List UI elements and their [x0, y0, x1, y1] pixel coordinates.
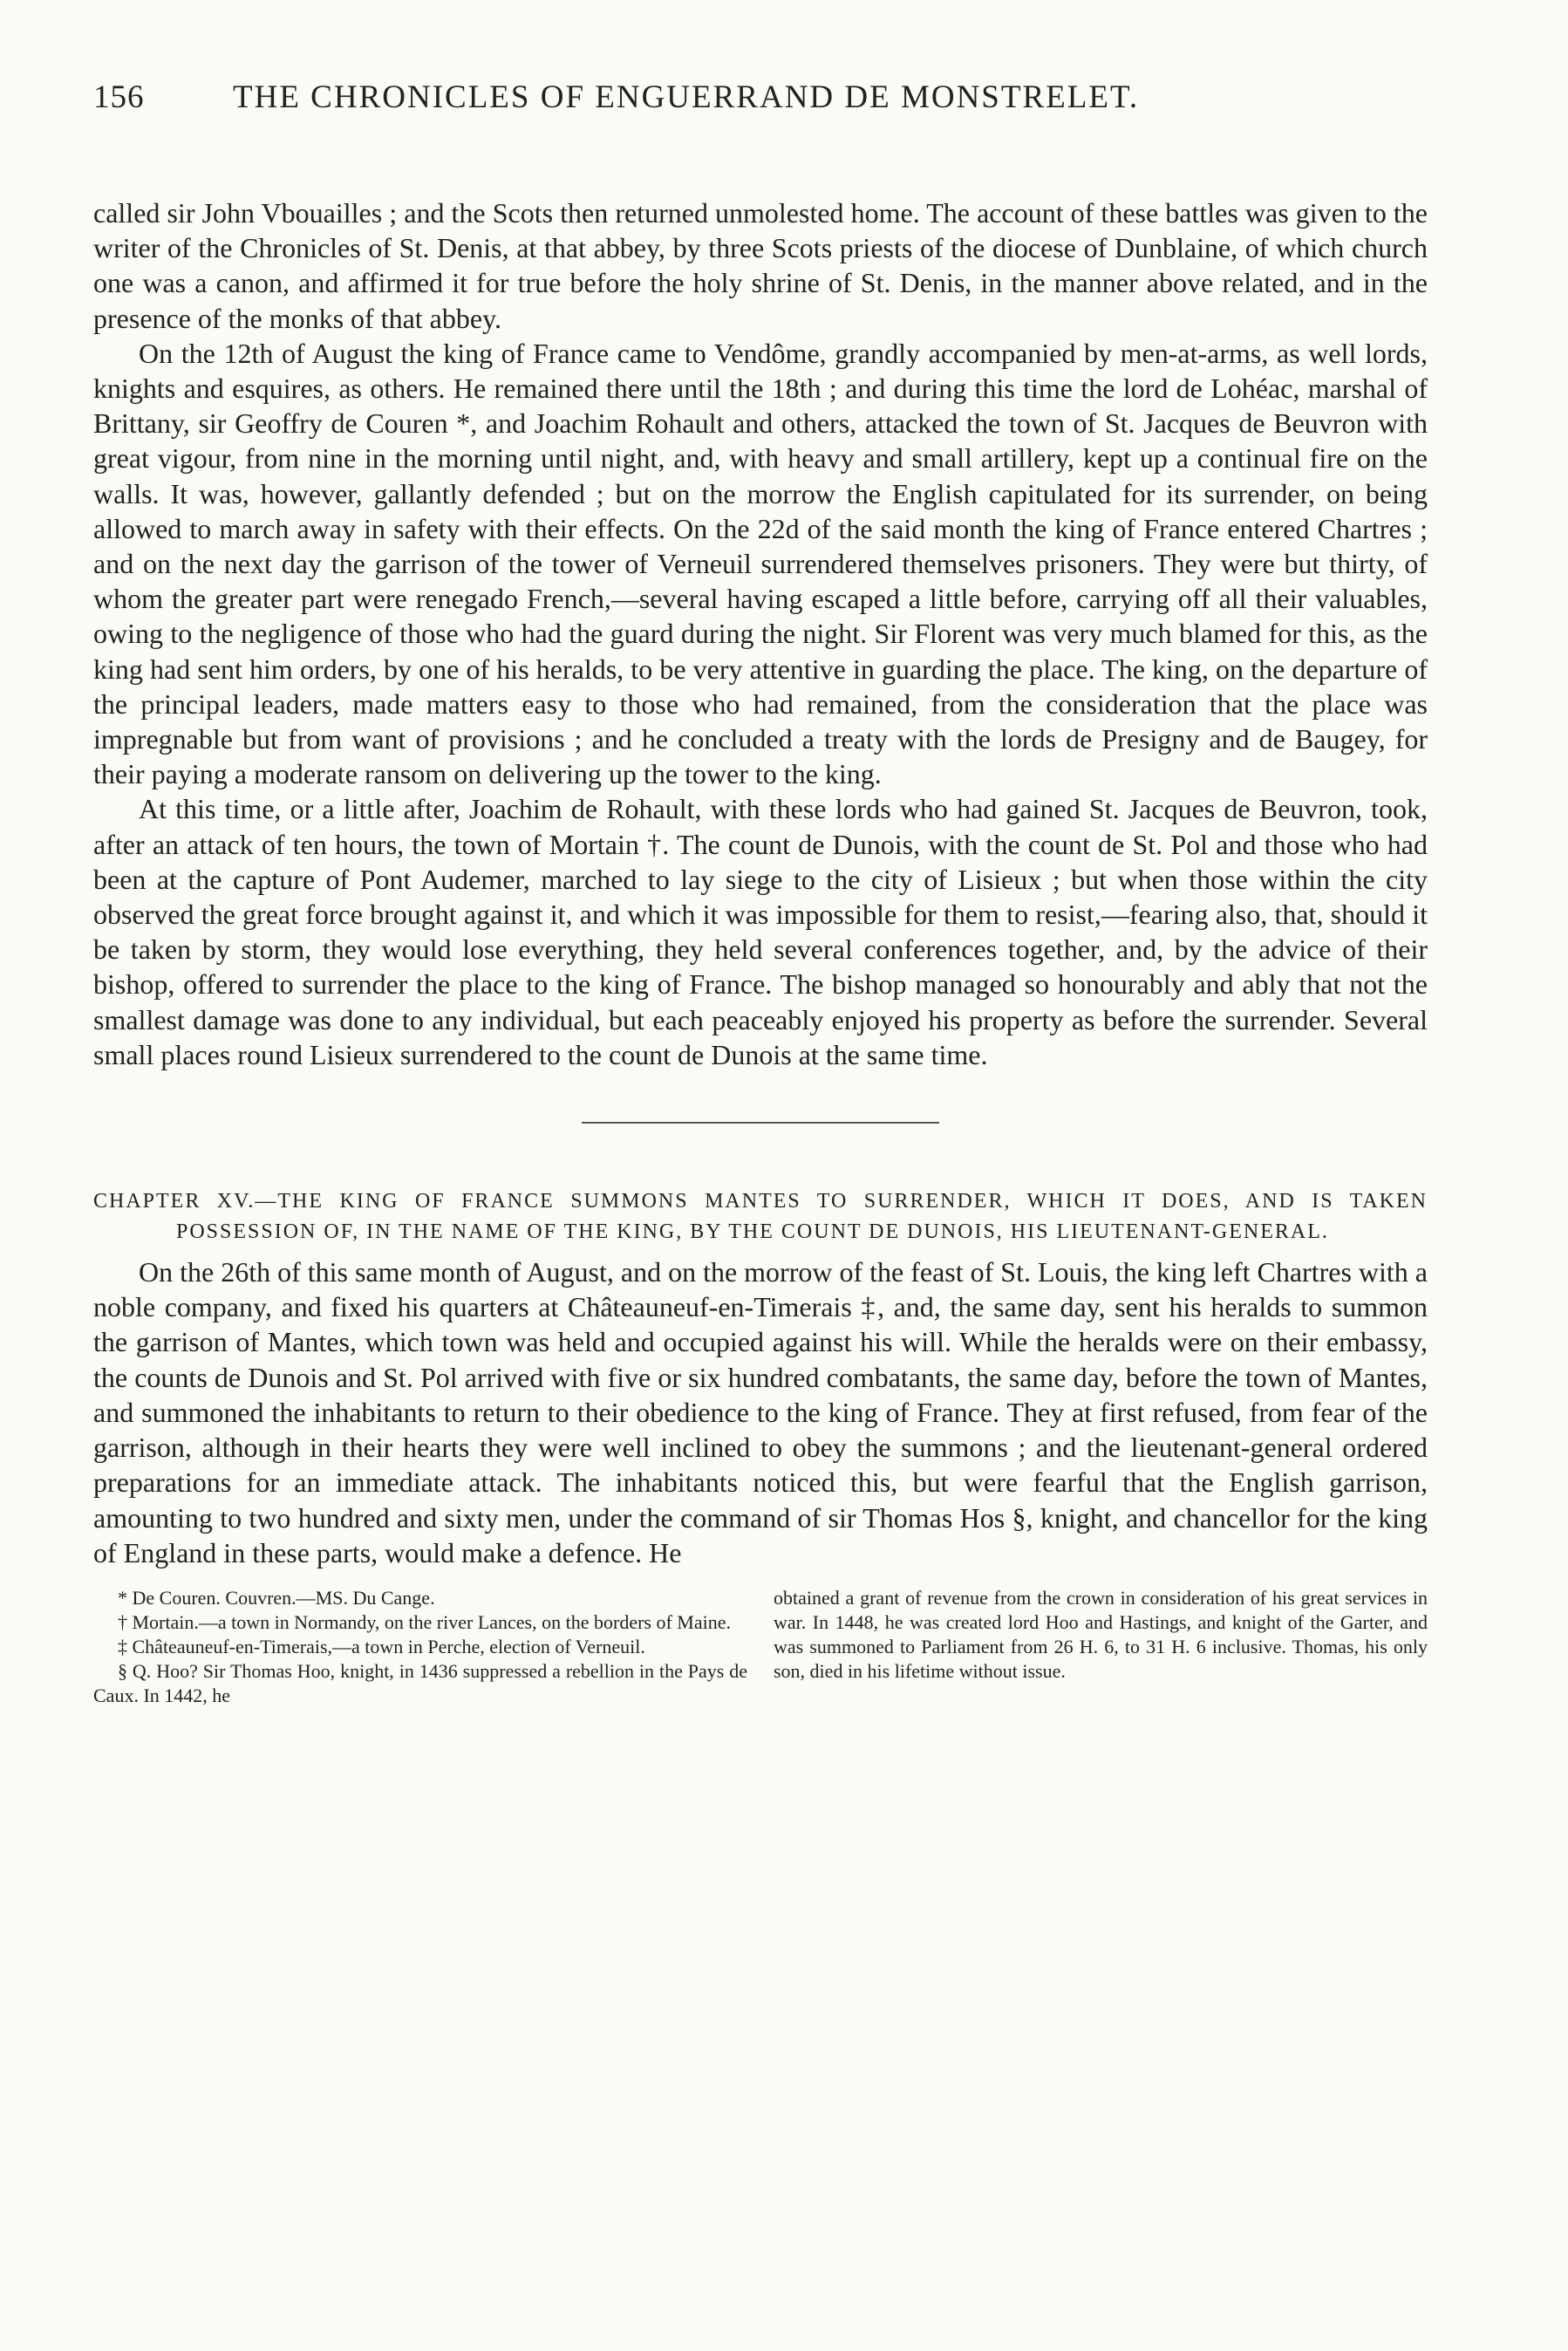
- paragraph: At this time, or a little after, Joachim de Rohault, with these lords who had gained St. Jacques de Beuvron, took, after an attack of ten hours, the town of Mortain †. The count de Dunois, with the count de St. Pol and those who had been at the capture of Pont Audemer, marched to lay siege to the city of Lisieux ; but when those within the city observed the great force brought against it, and which it was impossible for them to resist,—fearing also, that, should it be taken by storm, they would lose everything, they held several conferences together, and, by the advice of their bishop, offered to surrender the place to the king of France. The bishop managed so honourably and ably that not the smallest damage was done to any individual, but each peaceably enjoyed his property as before the surrender. Several small places round Lisieux surrendered to the count de Dunois at the same time.: [93, 793, 1428, 1070]
- chapter-heading: CHAPTER XV.—THE KING OF FRANCE SUMMONS MANTES TO SURRENDER, WHICH IT DOES, AND IS TAKEN POSSESSION OF, IN THE NAME OF THE KING, BY THE COUNT DE DUNOIS, HIS LIEUTENANT-GENERAL.: [93, 1190, 1428, 1244]
- paragraph: called sir John Vbouailles ; and the Scots then returned unmolested home. The account of these battles was given to the writer of the Chronicles of St. Denis, at that abbey, by three Scots priests of the diocese of Dunblaine, of which church one was a canon, and affirmed it for true before the holy shrine of St. Denis, in the manner above related, and in the presence of the monks of that abbey.: [93, 197, 1428, 334]
- footnote-continuation: obtained a grant of revenue from the crown in consideration of his great services in war. In 1448, he was created lord Hoo and Hastings, and knight of the Garter, and was summoned to Parliament from 26 H. 6, to 31 H. 6 inclusive. Thomas, his only son, died in his lifetime without issue.: [774, 1586, 1428, 1682]
- paragraph: On the 12th of August the king of France came to Vendôme, grandly accompanied by men-at-arms, as well lords, knights and esquires, as others. He remained there until the 18th ; and during this time the lord de Lohéac, marshal of Brittany, sir Geoffry de Couren *, and Joachim Rohault and others, attacked the town of St. Jacques de Beuvron with great vigour, from nine in the morning until night, and, with heavy and small artillery, kept up a continual fire on the walls. It was, however, gallantly defended ; but on the morrow the English capitulated for its surrender, on being allowed to march away in safety with their effects. On the 22d of the said month the king of France entered Chartres ; and on the next day the garrison of the tower of Verneuil surrendered themselves prisoners. They were but thirty, of whom the greater part were renegado French,—several having escaped a little before, carrying off all their valuables, owing to the negligence of those who had the guard during the night. Sir Florent was very much blamed for this, as the king had sent him orders, by one of his heralds, to be very attentive in guarding the place. The king, on the departure of the principal leaders, made matters easy to those who had remained, from the consideration that the place was impregnable but from want of provisions ; and he concluded a treaty with the lords de Presigny and de Baugey, for their paying a moderate ransom on delivering up the tower to the king.: [93, 337, 1428, 790]
- footnote: * De Couren. Couvren.—MS. Du Cange.: [118, 1586, 435, 1609]
- page-header: [93, 79, 1428, 140]
- footnotes-left-column: [93, 1586, 747, 1708]
- section-divider: [582, 1122, 939, 1124]
- footnote: ‡ Châteauneuf-en-Timerais,—a town in Perche, election of Verneuil.: [118, 1635, 645, 1657]
- running-title: THE CHRONICLES OF ENGUERRAND DE MONSTRELET.: [233, 79, 1140, 115]
- chapter-paragraph: On the 26th of this same month of August, and on the morrow of the feast of St. Louis, the king left Chartres with a noble company, and fixed his quarters at Châteauneuf-en-Timerais ‡, and, the same day, sent his heralds to summon the garrison of Mantes, which town was held and occupied against his will. While the heralds were on their embassy, the counts de Dunois and St. Pol arrived with five or six hundred combatants, the same day, before the town of Mantes, and summoned the inhabitants to return to their obedience to the king of France. They at first refused, from fear of the garrison, although in their hearts they were well inclined to obey the summons ; and the lieutenant-general ordered preparations for an immediate attack. The inhabitants noticed this, but were fearful that the English garrison, amounting to two hundred and sixty men, under the command of sir Thomas Hos §, knight, and chancellor for the king of England in these parts, would make a defence. He: [93, 1256, 1428, 1568]
- footnotes-right-column: [774, 1586, 1428, 1708]
- footnote: † Mortain.—a town in Normandy, on the river Lances, on the borders of Maine.: [118, 1610, 732, 1633]
- page-number: 156: [93, 79, 145, 115]
- book-page: [93, 79, 1428, 1708]
- footnote: § Q. Hoo? Sir Thomas Hoo, knight, in 1436 suppressed a rebellion in the Pays de Caux. In 1442, he: [93, 1659, 747, 1706]
- footnotes: [93, 1586, 1428, 1708]
